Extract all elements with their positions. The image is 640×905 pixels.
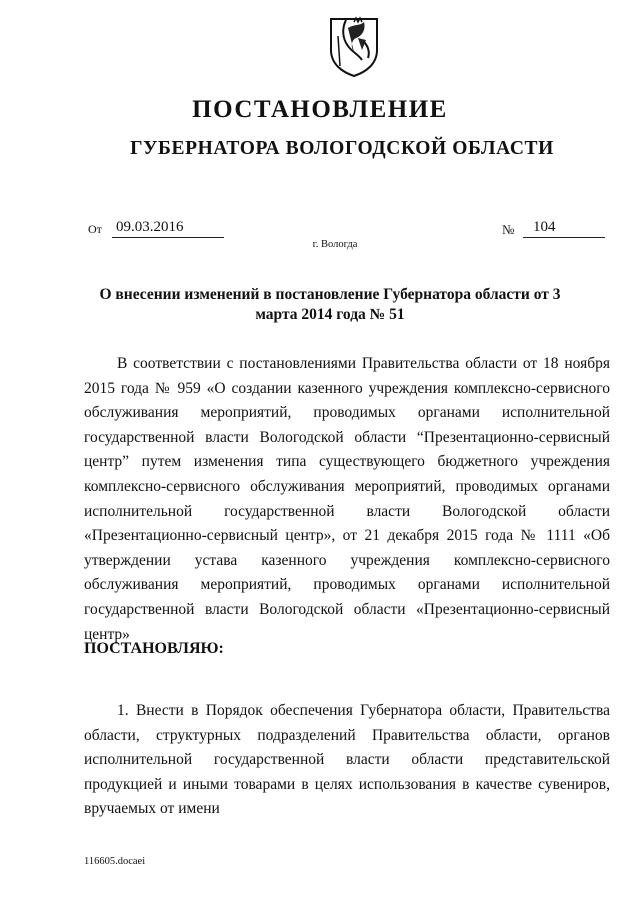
number-label: № <box>502 222 515 237</box>
document-number: 104 <box>523 218 605 238</box>
document-city: г. Вологда <box>312 239 358 250</box>
document-date: 09.03.2016 <box>112 218 224 238</box>
body-paragraph-2: 1. Внести в Порядок обеспечения Губернатора области, Правительства области, структурных подразделений Правительства области, органов исполнительной государственной власти области представительской продукцией и иными товарами в целях использования в качестве сувениров, вручаемых от имени <box>84 702 610 818</box>
document-title: ПОСТАНОВЛЕНИЕ <box>192 96 448 123</box>
footer-filename: 116605.docaei <box>84 856 146 867</box>
date-label: От <box>88 222 102 236</box>
body-paragraph-1: В соответствии с постановлениями Правительства области от 18 ноября 2015 года № 959 «О создании казенного учреждения комплексно-сервисного обслуживания мероприятий, проводимых органами исполнительной государственной власти Вологодской области “Презентационно-сервисный центр” путем изменения типа существующего бюджетного учреждения комплексно-сервисного обслуживания мероприятий, проводимых органами исполнительной государственной власти Вологодской области «Презентационно-сервисный центр», от 21 декабря 2015 года № 1111 «Об утверждении устава казенного учреждения комплексно-сервисного обслуживания мероприятий, проводимых органами исполнительной государственной власти Вологодской области «Презентационно-сервисный центр» <box>84 355 610 643</box>
vologda-coat-of-arms-icon <box>328 16 380 78</box>
document-issuer: ГУБЕРНАТОРА ВОЛОГОДСКОЙ ОБЛАСТИ <box>130 138 554 159</box>
decree-heading: ПОСТАНОВЛЯЮ: <box>84 640 224 657</box>
document-subject: О внесении изменений в постановление Губернатора области от 3 марта 2014 года № 51 <box>99 286 561 323</box>
